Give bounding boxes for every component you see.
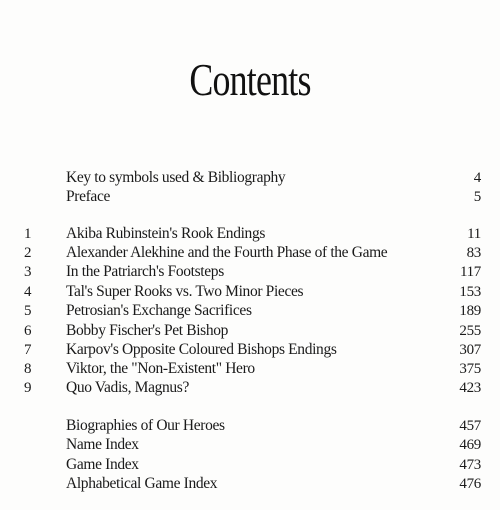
chapter-number: 5 <box>24 303 32 319</box>
toc-entry-label: Name Index <box>66 436 139 453</box>
toc-entry-page: 375 <box>459 361 481 377</box>
toc-entry-label: Karpov's Opposite Coloured Bishops Endings <box>66 341 337 358</box>
toc-entry-page: 457 <box>459 418 481 434</box>
toc-entry-page: 255 <box>459 323 481 339</box>
chapter-number: 3 <box>24 264 32 280</box>
toc-entry-page: 11 <box>467 226 481 242</box>
toc-entry-back-2 <box>0 435 500 457</box>
toc-entry-chapter-3 <box>0 262 500 284</box>
toc-entry-label: Petrosian's Exchange Sacrifices <box>66 302 252 319</box>
toc-entry-label: Game Index <box>66 456 139 473</box>
toc-entry-label: In the Patriarch's Footsteps <box>66 263 224 280</box>
toc-entry-label: Preface <box>66 188 111 205</box>
chapter-number: 7 <box>24 342 32 358</box>
toc-entry-page: 423 <box>459 380 481 396</box>
toc-entry-label: Quo Vadis, Magnus? <box>66 379 190 396</box>
toc-entry-page: 476 <box>459 476 481 492</box>
page-title: Contents <box>189 54 311 105</box>
toc-entry-page: 117 <box>459 264 481 280</box>
toc-entry-label: Akiba Rubinstein's Rook Endings <box>66 225 266 242</box>
toc-entry-label: Alphabetical Game Index <box>66 475 218 492</box>
toc-entry-label: Alexander Alekhine and the Fourth Phase of the Game <box>66 244 388 261</box>
toc-entry-page: 4 <box>473 170 481 186</box>
toc-entry-back-4 <box>0 474 500 496</box>
chapter-number: 6 <box>24 323 32 339</box>
toc-entry-page: 469 <box>459 437 481 453</box>
chapter-number: 8 <box>24 361 32 377</box>
toc-entry-label: Key to symbols used & Bibliography <box>66 169 286 186</box>
toc-entry-page: 189 <box>459 303 481 319</box>
toc-entry-page: 307 <box>459 342 481 358</box>
chapter-number: 4 <box>24 284 32 300</box>
chapter-number: 2 <box>24 245 32 261</box>
toc-entry-front-2 <box>0 187 500 209</box>
toc-entry-page: 473 <box>459 457 481 473</box>
toc-entry-chapter-5 <box>0 301 500 323</box>
chapter-number: 9 <box>24 380 32 396</box>
chapter-number: 1 <box>24 226 32 242</box>
toc-entry-chapter-9 <box>0 378 500 400</box>
toc-entry-label: Tal's Super Rooks vs. Two Minor Pieces <box>66 283 304 300</box>
toc-entry-page: 83 <box>466 245 481 261</box>
toc-entry-label: Viktor, the "Non-Existent" Hero <box>66 360 255 377</box>
toc-entry-label: Biographies of Our Heroes <box>66 417 225 434</box>
toc-entry-page: 5 <box>473 189 481 205</box>
toc-entry-page: 153 <box>459 284 481 300</box>
toc-entry-label: Bobby Fischer's Pet Bishop <box>66 322 229 339</box>
